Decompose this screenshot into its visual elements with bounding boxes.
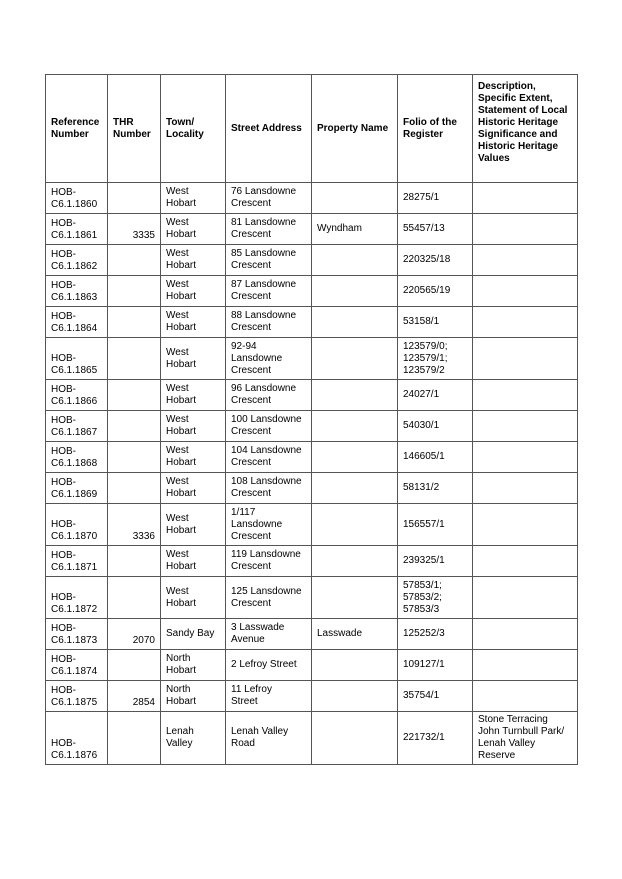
cell-folio: 35754/1	[398, 681, 473, 712]
cell-thr-number	[108, 411, 161, 442]
cell-street-address: 3 Lasswade Avenue	[226, 619, 312, 650]
table-row	[46, 183, 578, 214]
cell-reference-number: HOB- C6.1.1864	[46, 307, 108, 338]
cell-town-locality: West Hobart	[161, 442, 226, 473]
heritage-register-table	[45, 74, 578, 765]
cell-folio: 125252/3	[398, 619, 473, 650]
cell-folio: 123579/0; 123579/1; 123579/2	[398, 338, 473, 380]
cell-folio: 156557/1	[398, 504, 473, 546]
cell-description	[473, 577, 578, 619]
table-row	[46, 245, 578, 276]
cell-folio: 28275/1	[398, 183, 473, 214]
cell-folio: 54030/1	[398, 411, 473, 442]
cell-thr-number	[108, 577, 161, 619]
cell-thr-number: 2854	[108, 681, 161, 712]
cell-property-name: Wyndham	[312, 214, 398, 245]
cell-street-address: 96 Lansdowne Crescent	[226, 380, 312, 411]
cell-description	[473, 307, 578, 338]
cell-folio: 221732/1	[398, 712, 473, 765]
cell-description	[473, 245, 578, 276]
cell-description	[473, 380, 578, 411]
cell-town-locality: Sandy Bay	[161, 619, 226, 650]
cell-reference-number: HOB- C6.1.1874	[46, 650, 108, 681]
cell-description	[473, 214, 578, 245]
cell-property-name	[312, 276, 398, 307]
cell-thr-number	[108, 442, 161, 473]
table-row	[46, 681, 578, 712]
table-row	[46, 276, 578, 307]
cell-thr-number: 3336	[108, 504, 161, 546]
cell-street-address: 104 Lansdowne Crescent	[226, 442, 312, 473]
cell-thr-number	[108, 245, 161, 276]
table-row	[46, 214, 578, 245]
cell-town-locality: West Hobart	[161, 245, 226, 276]
table-row	[46, 338, 578, 380]
cell-property-name	[312, 473, 398, 504]
table-row	[46, 577, 578, 619]
cell-description	[473, 546, 578, 577]
cell-description	[473, 650, 578, 681]
cell-property-name	[312, 577, 398, 619]
cell-thr-number: 3335	[108, 214, 161, 245]
cell-folio: 57853/1; 57853/2; 57853/3	[398, 577, 473, 619]
cell-property-name	[312, 338, 398, 380]
cell-description	[473, 442, 578, 473]
cell-thr-number	[108, 712, 161, 765]
cell-description	[473, 183, 578, 214]
cell-street-address: 88 Lansdowne Crescent	[226, 307, 312, 338]
cell-street-address: 81 Lansdowne Crescent	[226, 214, 312, 245]
cell-property-name	[312, 504, 398, 546]
cell-reference-number: HOB- C6.1.1873	[46, 619, 108, 650]
cell-property-name	[312, 411, 398, 442]
cell-property-name	[312, 712, 398, 765]
cell-description	[473, 504, 578, 546]
cell-town-locality: West Hobart	[161, 214, 226, 245]
cell-thr-number	[108, 650, 161, 681]
cell-reference-number: HOB- C6.1.1867	[46, 411, 108, 442]
cell-property-name: Lasswade	[312, 619, 398, 650]
cell-reference-number: HOB- C6.1.1875	[46, 681, 108, 712]
table-row	[46, 712, 578, 765]
cell-street-address: 108 Lansdowne Crescent	[226, 473, 312, 504]
table-row	[46, 442, 578, 473]
cell-folio: 109127/1	[398, 650, 473, 681]
cell-reference-number: HOB- C6.1.1868	[46, 442, 108, 473]
cell-town-locality: West Hobart	[161, 380, 226, 411]
cell-folio: 239325/1	[398, 546, 473, 577]
cell-description	[473, 411, 578, 442]
cell-thr-number	[108, 183, 161, 214]
cell-thr-number	[108, 546, 161, 577]
header-description: Description, Specific Extent, Statement of Local Historic Heritage Significance and Historic Heritage Values	[473, 75, 578, 183]
cell-street-address: Lenah Valley Road	[226, 712, 312, 765]
cell-thr-number	[108, 307, 161, 338]
header-town-locality: Town/ Locality	[161, 75, 226, 183]
cell-town-locality: West Hobart	[161, 183, 226, 214]
cell-town-locality: West Hobart	[161, 504, 226, 546]
cell-town-locality: West Hobart	[161, 338, 226, 380]
cell-folio: 220565/19	[398, 276, 473, 307]
cell-town-locality: Lenah Valley	[161, 712, 226, 765]
cell-reference-number: HOB- C6.1.1862	[46, 245, 108, 276]
cell-property-name	[312, 245, 398, 276]
table-row	[46, 650, 578, 681]
header-reference-number: Reference Number	[46, 75, 108, 183]
table-row	[46, 619, 578, 650]
cell-folio: 146605/1	[398, 442, 473, 473]
cell-description	[473, 473, 578, 504]
table-row	[46, 473, 578, 504]
cell-reference-number: HOB- C6.1.1876	[46, 712, 108, 765]
cell-street-address: 85 Lansdowne Crescent	[226, 245, 312, 276]
cell-reference-number: HOB- C6.1.1871	[46, 546, 108, 577]
cell-town-locality: West Hobart	[161, 546, 226, 577]
cell-street-address: 100 Lansdowne Crescent	[226, 411, 312, 442]
cell-street-address: 125 Lansdowne Crescent	[226, 577, 312, 619]
header-folio: Folio of the Register	[398, 75, 473, 183]
cell-street-address: 1/117 Lansdowne Crescent	[226, 504, 312, 546]
cell-thr-number	[108, 338, 161, 380]
cell-description	[473, 619, 578, 650]
table-header-row	[46, 75, 578, 183]
table-body	[46, 183, 578, 765]
cell-property-name	[312, 307, 398, 338]
cell-property-name	[312, 546, 398, 577]
cell-street-address: 87 Lansdowne Crescent	[226, 276, 312, 307]
cell-property-name	[312, 380, 398, 411]
cell-thr-number: 2070	[108, 619, 161, 650]
cell-property-name	[312, 681, 398, 712]
cell-town-locality: West Hobart	[161, 276, 226, 307]
cell-thr-number	[108, 380, 161, 411]
cell-folio: 24027/1	[398, 380, 473, 411]
cell-thr-number	[108, 473, 161, 504]
header-thr-number: THR Number	[108, 75, 161, 183]
cell-street-address: 11 Lefroy Street	[226, 681, 312, 712]
cell-street-address: 76 Lansdowne Crescent	[226, 183, 312, 214]
cell-reference-number: HOB- C6.1.1860	[46, 183, 108, 214]
cell-reference-number: HOB- C6.1.1869	[46, 473, 108, 504]
header-property-name: Property Name	[312, 75, 398, 183]
table-row	[46, 411, 578, 442]
cell-town-locality: West Hobart	[161, 577, 226, 619]
table-row	[46, 546, 578, 577]
cell-thr-number	[108, 276, 161, 307]
cell-description	[473, 681, 578, 712]
cell-street-address: 119 Lansdowne Crescent	[226, 546, 312, 577]
table-row	[46, 380, 578, 411]
cell-property-name	[312, 442, 398, 473]
cell-folio: 53158/1	[398, 307, 473, 338]
cell-town-locality: West Hobart	[161, 473, 226, 504]
cell-description	[473, 338, 578, 380]
cell-folio: 55457/13	[398, 214, 473, 245]
table-row	[46, 307, 578, 338]
table-row	[46, 504, 578, 546]
cell-town-locality: West Hobart	[161, 411, 226, 442]
cell-reference-number: HOB- C6.1.1861	[46, 214, 108, 245]
cell-folio: 220325/18	[398, 245, 473, 276]
cell-street-address: 92-94 Lansdowne Crescent	[226, 338, 312, 380]
cell-reference-number: HOB- C6.1.1872	[46, 577, 108, 619]
cell-property-name	[312, 650, 398, 681]
cell-reference-number: HOB- C6.1.1863	[46, 276, 108, 307]
cell-description	[473, 276, 578, 307]
cell-property-name	[312, 183, 398, 214]
cell-town-locality: North Hobart	[161, 681, 226, 712]
cell-reference-number: HOB- C6.1.1866	[46, 380, 108, 411]
cell-reference-number: HOB- C6.1.1865	[46, 338, 108, 380]
cell-street-address: 2 Lefroy Street	[226, 650, 312, 681]
cell-description: Stone Terracing John Turnbull Park/ Lenah Valley Reserve	[473, 712, 578, 765]
cell-folio: 58131/2	[398, 473, 473, 504]
cell-reference-number: HOB- C6.1.1870	[46, 504, 108, 546]
header-street-address: Street Address	[226, 75, 312, 183]
cell-town-locality: West Hobart	[161, 307, 226, 338]
cell-town-locality: North Hobart	[161, 650, 226, 681]
